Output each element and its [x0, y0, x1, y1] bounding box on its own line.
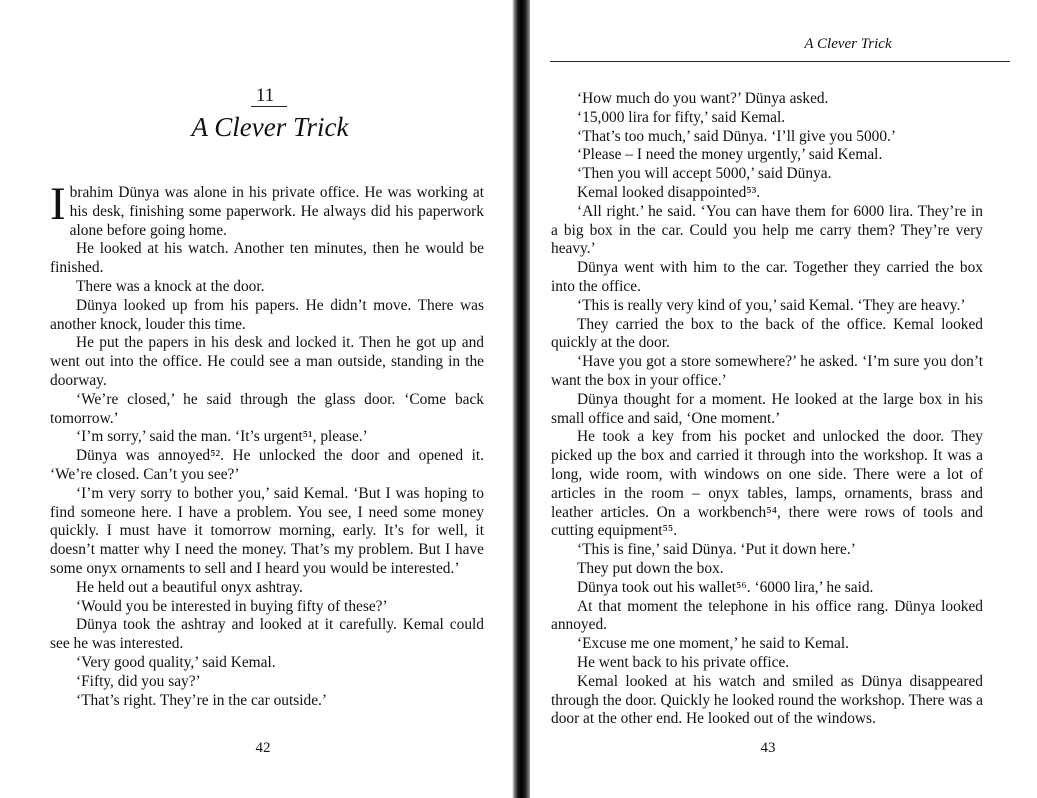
paragraph: ‘Very good quality,’ said Kemal.: [76, 653, 276, 671]
right-page-body: [551, 90, 983, 729]
paragraph: ‘I’m very sorry to bother you,’ said Kemal. ‘But I was hoping to find someone here. I have a problem. You see, I need some money quickly. I must have it tomorrow morning, early. It’s for well, it doesn’t matter why I need the money. That’s my problem. But I have some onyx ornaments to sell and I heard you would be interested.’: [50, 484, 484, 577]
paragraph: Dünya thought for a moment. He looked at the large box in his small office and said, ‘One moment.’: [551, 390, 983, 427]
paragraph: Dünya took out his wallet⁵⁶. ‘6000 lira,’ he said.: [577, 578, 874, 596]
paragraph: Dünya went with him to the car. Together they carried the box into the office.: [551, 259, 983, 295]
left-page: [0, 0, 512, 798]
paragraph: ‘This is fine,’ said Dünya. ‘Put it down here.’: [577, 541, 856, 559]
paragraph: ‘Then you will accept 5000,’ said Dünya.: [577, 165, 832, 183]
running-head: A Clever Trick: [804, 36, 892, 52]
book-spine-gutter: [512, 0, 530, 798]
paragraph: ‘This is really very kind of you,’ said Kemal. ‘They are heavy.’: [577, 296, 966, 314]
paragraph: ‘That’s right. They’re in the car outside.’: [76, 691, 328, 709]
paragraph: ‘That’s too much,’ said Dünya. ‘I’ll give you 5000.’: [577, 127, 897, 145]
paragraph: ‘Would you be interested in buying fifty of these?’: [76, 597, 388, 615]
paragraph: There was a knock at the door.: [76, 277, 265, 295]
paragraph: ‘Please – I need the money urgently,’ said Kemal.: [577, 146, 883, 164]
paragraph: He looked at his watch. Another ten minutes, then he would be finished.: [50, 240, 484, 277]
paragraph: He took a key from his pocket and unlocked the door. They picked up the box and carried it through into the workshop. It was a long, wide room, with windows on one side. There were a lot of articles in the room – onyx tables, lamps, ornaments, brass and leather articles. On a workbench⁵⁴, there were rows of tools and cutting equipment⁵⁵.: [551, 428, 983, 540]
paragraph: He held out a beautiful onyx ashtray.: [76, 578, 303, 596]
chapter-title: A Clever Trick: [191, 112, 349, 142]
paragraph: He put the papers in his desk and locked it. Then he got up and went out into the office. He could see a man outside, standing in the doorway.: [50, 334, 484, 389]
opening-paragraph-text: brahim Dünya was alone in his private office. He was working at his desk, finishing some paperwork. He always did his paperwork alone before going home.: [69, 184, 484, 239]
chapter-number: 11: [255, 85, 275, 106]
page-number: 42: [255, 740, 271, 756]
paragraph: They put down the box.: [577, 559, 724, 577]
paragraph: ‘15,000 lira for fifty,’ said Kemal.: [577, 108, 786, 126]
drop-cap: I: [50, 178, 66, 230]
right-page: [530, 0, 1037, 798]
paragraph: They carried the box to the back of the office. Kemal looked quickly at the door.: [551, 315, 983, 352]
paragraph: ‘Excuse me one moment,’ he said to Kemal.: [577, 635, 849, 653]
running-head-rule: [550, 61, 1010, 62]
paragraph: Kemal looked disappointed⁵³.: [577, 183, 761, 201]
paragraph: ‘I’m sorry,’ said the man. ‘It’s urgent⁵¹, please.’: [76, 428, 368, 446]
paragraph: At that moment the telephone in his office rang. Dünya looked annoyed.: [551, 597, 983, 634]
left-page-body: [50, 178, 484, 710]
paragraph: Kemal looked at his watch and smiled as Dünya disappeared through the door. Quickly he looked round the workshop. There was a door at the other end. He looked out of the windows.: [551, 672, 983, 728]
paragraph: ‘How much do you want?’ Dünya asked.: [577, 90, 829, 107]
paragraph: Dünya was annoyed⁵². He unlocked the door and opened it. ‘We’re closed. Can’t you see?’: [50, 447, 484, 483]
paragraph: Dünya looked up from his papers. He didn’t move. There was another knock, louder this time.: [50, 296, 484, 333]
paragraph: ‘We’re closed,’ he said through the glass door. ‘Come back tomorrow.’: [50, 390, 484, 427]
page-number: 43: [760, 740, 776, 756]
chapter-number-underline: [251, 106, 287, 107]
paragraph: Dünya took the ashtray and looked at it carefully. Kemal could see he was interested.: [50, 616, 484, 653]
paragraph: He went back to his private office.: [577, 653, 790, 671]
opening-paragraph: [50, 178, 484, 240]
paragraph: ‘All right.’ he said. ‘You can have them for 6000 lira. They’re in a big box in the car. Could you help me carry them? They’re very heavy.’: [551, 202, 983, 258]
paragraph: ‘Have you got a store somewhere?’ he asked. ‘I’m sure you don’t want the box in your office.’: [551, 353, 983, 389]
paragraph: ‘Fifty, did you say?’: [76, 672, 201, 690]
